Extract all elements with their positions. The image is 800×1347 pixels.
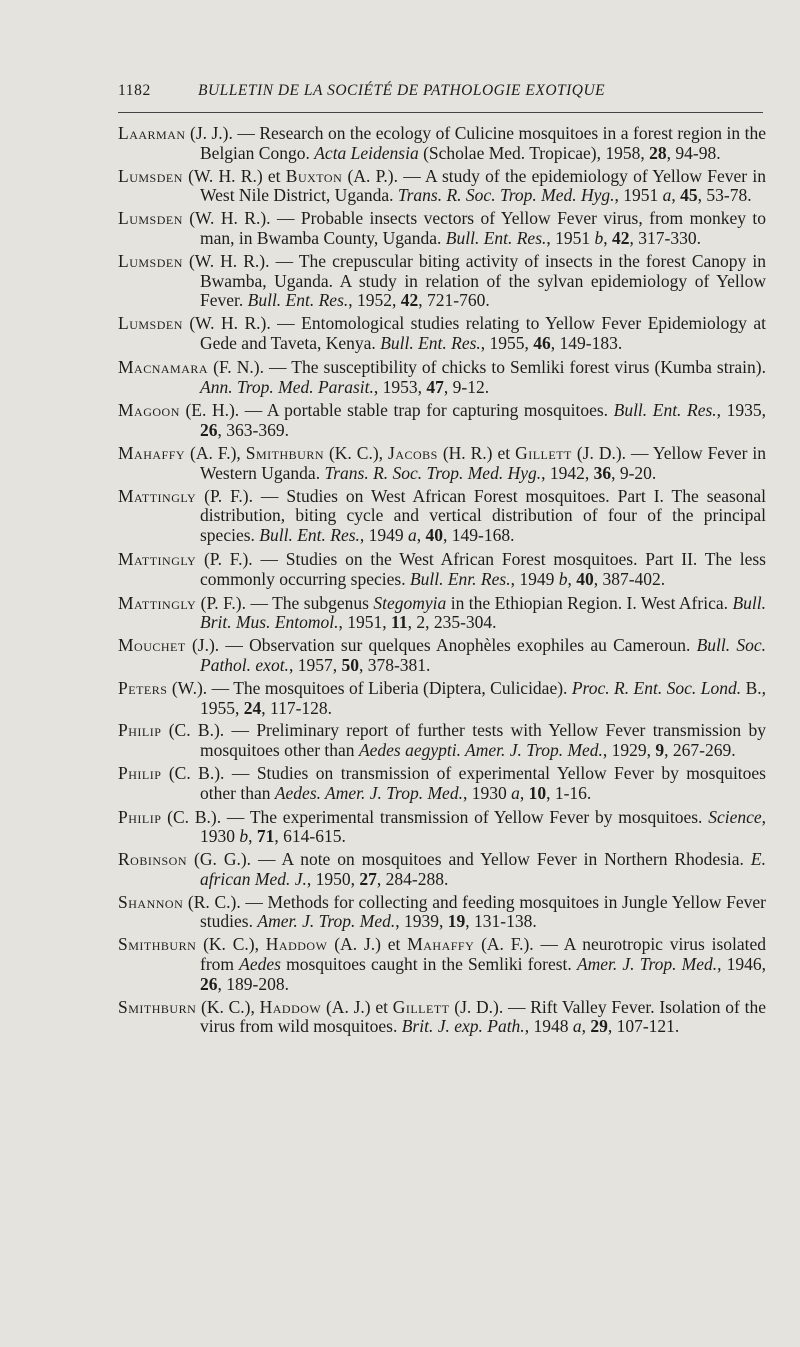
reference-text: , 1952, (348, 290, 401, 311)
reference-entry (118, 850, 766, 890)
reference-entry (118, 124, 766, 164)
reference-entry (118, 679, 766, 719)
italic-text: Amer. J. Trop. Med. (576, 954, 718, 975)
author-name: Peters (118, 677, 168, 698)
reference-text: , (248, 826, 257, 847)
reference-entry (118, 764, 766, 804)
reference-text: , 1929, (602, 740, 656, 761)
reference-entry (118, 935, 766, 994)
volume-number: 10 (528, 782, 547, 803)
italic-text: Brit. J. exp. Path. (401, 1016, 525, 1037)
author-name: Smithburn (118, 996, 197, 1017)
author-name: Shannon (118, 891, 184, 912)
reference-text: , (603, 227, 613, 248)
reference-text: (W. H. R.). — Probable insects vectors of Yellow Fever virus, from monkey to man, in Bwamba County, Uganda. (182, 208, 766, 248)
reference-entry (118, 167, 766, 207)
italic-text: Amer. J. Trop. Med. (257, 911, 396, 932)
author-name: Macnamara (118, 356, 209, 377)
reference-text: , 1948 (524, 1016, 573, 1037)
author-name: Philip (118, 720, 162, 741)
italic-text: Bull. Ent. Res. (380, 332, 481, 353)
reference-entry (118, 252, 766, 311)
author-name: Mattingly (118, 548, 197, 569)
reference-text: , 1949 (359, 525, 409, 546)
reference-text: , 9-12. (443, 376, 490, 397)
reference-entry (118, 636, 766, 676)
italic-text: Aedes (239, 954, 281, 975)
reference-text: , 1950, (306, 868, 360, 889)
reference-text: , 614-615. (274, 826, 346, 847)
volume-number: 40 (576, 568, 594, 589)
reference-text: (J. J.). — Research on the ecology of Culicine mosquitoes in a forest region in the Belgian Congo. (185, 123, 766, 163)
reference-text: , 149-183. (550, 332, 623, 353)
reference-text: (J. D.). — Rift Valley Fever. Isolation of the virus from wild mosquitoes. (200, 996, 767, 1037)
italic-text: Bull. Soc. Pathol. exot. (200, 635, 766, 675)
author-name: Mattingly (118, 485, 197, 506)
reference-text: , 94-98. (666, 142, 721, 163)
reference-entry (118, 550, 766, 590)
reference-text: , 1930 (200, 806, 766, 847)
volume-number: 26 (200, 420, 218, 441)
reference-text: , 267-269. (664, 740, 736, 761)
volume-number: 27 (359, 868, 377, 889)
reference-text: (W.). — The mosquitoes of Liberia (Diptera, Culicidae). (167, 677, 572, 698)
author-name: Robinson (118, 849, 188, 870)
reference-text: , 1953, (373, 376, 427, 397)
author-name: Magoon (118, 400, 180, 421)
reference-text: , 1939, (395, 911, 448, 932)
author-name: Buxton (285, 165, 343, 186)
reference-text: , 1955, (480, 332, 534, 353)
reference-entry (118, 401, 766, 441)
reference-text: , 1930 (462, 782, 512, 803)
reference-text: in the Ethiopian Region. I. West Africa. (446, 592, 733, 613)
italic-text: Acta Leidensia (314, 142, 419, 163)
volume-number: 19 (447, 911, 466, 932)
volume-number: 50 (341, 654, 359, 675)
reference-entry (118, 209, 766, 249)
reference-text: , 117-128. (261, 697, 333, 718)
italic-text: Trans. R. Soc. Trop. Med. Hyg. (397, 185, 615, 206)
volume-number: 24 (243, 697, 262, 718)
header-rule (118, 112, 763, 113)
author-name: Mahaffy (407, 934, 475, 955)
reference-text: , 53-78. (697, 185, 752, 206)
reference-text: (R. C.). — Methods for collecting and feeding mosquitoes in Jungle Yellow Fever studies. (183, 891, 766, 932)
author-name: Jacobs (388, 442, 438, 463)
italic-text: Trans. R. Soc. Trop. Med. Hyg. (324, 462, 542, 483)
volume-number: 71 (256, 826, 275, 847)
reference-text: (P. F.). — The subgenus (196, 592, 374, 613)
author-name: Laarman (118, 123, 186, 143)
volume-number: 36 (593, 462, 612, 483)
reference-text: (P. F.). — Studies on the West African Forest mosquitoes. Part II. The less commonly occurring species. (196, 548, 766, 589)
volume-number: 28 (649, 142, 667, 163)
author-name: Lumsden (118, 313, 183, 334)
volume-number: 26 (200, 973, 218, 994)
reference-text: (C. B.). — Studies on transmission of experimental Yellow Fever by mosquitoes other than (161, 762, 766, 803)
author-name: Mahaffy (118, 442, 186, 463)
italic-text: Bull. Brit. Mus. Entomol. (200, 592, 766, 633)
reference-text: (G. G.). — A note on mosquitoes and Yellow Fever in Northern Rhodesia. (187, 849, 751, 870)
italic-text: b (239, 826, 249, 847)
reference-text: , 1957, (288, 654, 342, 675)
italic-text: b (594, 227, 604, 248)
volume-number: 46 (533, 332, 551, 353)
italic-text: Aedes. Amer. J. Trop. Med. (274, 782, 463, 803)
author-name: Lumsden (118, 165, 183, 186)
reference-text: , 1951, (338, 612, 392, 633)
volume-number: 11 (391, 612, 408, 633)
reference-text: (A. J.) et (327, 934, 408, 955)
reference-text: , 284-288. (376, 868, 449, 889)
italic-text: a (572, 1016, 582, 1037)
reference-text: , 1951 (546, 227, 595, 248)
volume-number: 42 (612, 227, 630, 248)
volume-number: 29 (590, 1016, 608, 1037)
author-name: Haddow (259, 996, 322, 1017)
reference-text: (A. P.). — A study of the epidemiology of Yellow Fever in West Nile District, Uganda. (200, 165, 766, 206)
italic-text: Bull. Enr. Res. (409, 568, 511, 589)
reference-text: (W. H. R.). — Entomological studies relating to Yellow Fever Epidemiology at Gede and Taveta, Kenya. (182, 313, 766, 353)
volume-number: 9 (655, 740, 665, 761)
reference-text: , 1935, (716, 400, 767, 421)
italic-text: a (662, 185, 672, 206)
reference-text: , 1-16. (546, 782, 592, 803)
reference-text: (K. C.), (324, 442, 389, 463)
reference-entry (118, 594, 766, 634)
italic-text: Bull. Ent. Res. (247, 290, 349, 311)
reference-text: (C. B.). — The experimental transmission of Yellow Fever by mosquitoes. (161, 806, 709, 827)
italic-text: Science (708, 806, 762, 827)
reference-text: , 721-760. (418, 290, 490, 311)
reference-text: (K. C.), (196, 996, 260, 1017)
reference-list (118, 124, 766, 1037)
author-name: Haddow (265, 934, 328, 955)
author-name: Philip (118, 762, 162, 783)
author-name: Mattingly (118, 592, 197, 613)
reference-text: , 1946, (717, 954, 766, 975)
reference-entry (118, 444, 766, 484)
reference-text: , 107-121. (607, 1016, 680, 1037)
reference-text: , (416, 525, 426, 546)
volume-number: 47 (426, 376, 444, 397)
author-name: Smithburn (118, 934, 197, 955)
italic-text: Bull. Ent. Res. (259, 525, 360, 546)
italic-text: a (408, 525, 417, 546)
page-number: 1182 (118, 82, 151, 99)
reference-text: , 131-138. (465, 911, 537, 932)
italic-text: Bull. Ent. Res. (445, 227, 547, 248)
reference-text: , 378-381. (358, 654, 431, 675)
reference-text: (F. N.). — The susceptibility of chicks to Semliki forest virus (Kumba strain). (208, 356, 766, 377)
author-name: Smithburn (245, 442, 324, 463)
reference-text: (K. C.), (196, 934, 266, 955)
reference-text: , 317-330. (629, 227, 701, 248)
reference-entry (118, 998, 766, 1038)
author-name: Gillett (392, 996, 450, 1017)
reference-text: , 189-208. (217, 973, 289, 994)
reference-text: , 2, 235-304. (407, 612, 497, 633)
reference-text: , (671, 185, 681, 206)
reference-text: (Scholae Med. Tropicae), 1958, (418, 142, 650, 163)
reference-text: , 1951 (614, 185, 663, 206)
reference-entry (118, 487, 766, 546)
author-name: Gillett (515, 442, 572, 463)
reference-text: (C. B.). — Preliminary report of further tests with Yellow Fever transmission by mosquitoes other than (161, 720, 766, 761)
author-name: Lumsden (118, 208, 183, 229)
reference-text: , 363-369. (217, 420, 289, 441)
reference-text: , (581, 1016, 591, 1037)
reference-text: (J. D.). — Yellow Fever in Western Uganda. (200, 442, 767, 483)
reference-text: (A. F.). — A neurotropic virus isolated from (200, 934, 767, 975)
reference-text: , 1942, (541, 462, 594, 483)
reference-entry (118, 893, 766, 933)
reference-text: , (567, 568, 577, 589)
reference-text: , 387-402. (593, 568, 666, 589)
reference-text: , (519, 782, 529, 803)
italic-text: E. african Med. J. (200, 849, 766, 889)
reference-text: (A. J.) et (321, 996, 393, 1017)
volume-number: 45 (680, 185, 698, 206)
reference-text: (P. F.). — Studies on West African Forest mosquitoes. Part I. The seasonal distribution, biting cycle and vertical distribution of four of the principal species. (196, 485, 766, 546)
running-title: BULLETIN DE LA SOCIÉTÉ DE PATHOLOGIE EXOTIQUE (198, 82, 606, 99)
reference-entry (118, 721, 766, 761)
author-name: Mouchet (118, 635, 186, 656)
reference-text: (E. H.). — A portable stable trap for capturing mosquitoes. (179, 400, 614, 421)
italic-text: Aedes aegypti. Amer. J. Trop. Med. (358, 740, 603, 761)
italic-text: Ann. Trop. Med. Parasit. (200, 376, 374, 397)
italic-text: b (558, 568, 568, 589)
reference-text: (W. H. R.) et (182, 165, 286, 186)
reference-text: mosquitoes caught in the Semliki forest. (280, 954, 577, 975)
reference-text: (W. H. R.). — The crepuscular biting activity of insects in the forest Canopy in Bwamba, Uganda. A study in relation of the sylvan epidemiology of Yellow Fever. (182, 250, 766, 311)
reference-text: , 9-20. (611, 462, 657, 483)
reference-entry (118, 314, 766, 354)
reference-text: (A. F.), (185, 442, 246, 463)
reference-text: B., 1955, (200, 677, 766, 718)
reference-text: , 1949 (510, 568, 559, 589)
italic-text: Stegomyia (373, 592, 447, 613)
author-name: Lumsden (118, 250, 183, 271)
reference-entry (118, 808, 766, 848)
reference-text: , 149-168. (443, 525, 515, 546)
reference-text: (J.). — Observation sur quelques Anophèles exophiles au Cameroun. (185, 635, 697, 656)
italic-text: Bull. Ent. Res. (613, 400, 717, 421)
volume-number: 40 (425, 525, 444, 546)
author-name: Philip (118, 806, 162, 827)
italic-text: a (511, 782, 520, 803)
italic-text: Proc. R. Ent. Soc. Lond. (571, 677, 742, 698)
volume-number: 42 (400, 290, 419, 311)
reference-text: (H. R.) et (437, 442, 516, 463)
reference-entry (118, 358, 766, 398)
